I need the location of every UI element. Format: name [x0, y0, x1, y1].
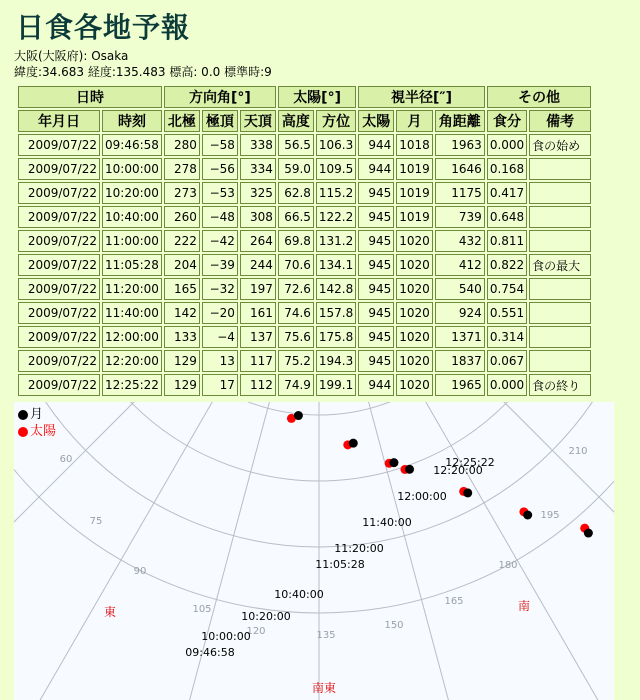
col-zenith-cell: 334: [240, 158, 276, 180]
col-azimuth-cell: 106.3: [316, 134, 356, 156]
col-time-cell: 11:00:00: [102, 230, 162, 252]
col-altitude-cell: 72.6: [278, 278, 314, 300]
col-pole-zenith-header: 極頂: [202, 110, 238, 132]
time-label: 12:25:22: [445, 456, 495, 469]
col-remarks-cell: 食の始め: [529, 134, 591, 156]
col-azimuth-cell: 142.8: [316, 278, 356, 300]
moon-marker: [523, 511, 532, 520]
col-moon-radius-cell: 1019: [396, 182, 433, 204]
col-pole-zenith-cell: 13: [202, 350, 238, 372]
eclipse-table: [16, 84, 593, 398]
col-altitude-cell: 59.0: [278, 158, 314, 180]
col-azimuth-cell: 199.1: [316, 374, 356, 396]
col-remarks-cell: [529, 230, 591, 252]
col-magnitude-cell: 0.551: [487, 302, 527, 324]
col-pole-zenith-cell: −56: [202, 158, 238, 180]
col-moon-radius-cell: 1020: [396, 254, 433, 276]
col-time-cell: 10:20:00: [102, 182, 162, 204]
table-row: [18, 302, 591, 324]
column-header-row: [18, 110, 591, 132]
col-remarks-cell: [529, 326, 591, 348]
col-sun-radius-cell: 945: [358, 326, 394, 348]
col-remarks-cell: [529, 278, 591, 300]
azimuth-label: 135: [316, 630, 336, 641]
time-label: 10:00:00: [201, 630, 251, 643]
col-moon-radius-cell: 1020: [396, 230, 433, 252]
col-time-cell: 09:46:58: [102, 134, 162, 156]
col-magnitude-cell: 0.000: [487, 374, 527, 396]
col-pole-zenith-cell: −32: [202, 278, 238, 300]
col-north-pole-cell: 142: [164, 302, 200, 324]
col-moon-radius-cell: 1020: [396, 302, 433, 324]
table-row: [18, 158, 591, 180]
sky-plot: [14, 402, 614, 700]
azimuth-label: 180: [498, 560, 518, 571]
altitude-circle: [14, 402, 614, 547]
col-north-pole-cell: 129: [164, 350, 200, 372]
time-label: 12:20:00: [433, 464, 483, 477]
col-angular-distance-cell: 739: [435, 206, 485, 228]
col-zenith-cell: 117: [240, 350, 276, 372]
col-altitude-cell: 62.8: [278, 182, 314, 204]
direction-label-southeast: 南東: [311, 681, 337, 695]
azimuth-label: 150: [384, 620, 404, 631]
group-header-datetime: 日時: [18, 86, 162, 108]
table-row: [18, 182, 591, 204]
azimuth-label: 165: [444, 596, 464, 607]
col-remarks-cell: 食の最大: [529, 254, 591, 276]
col-azimuth-cell: 194.3: [316, 350, 356, 372]
col-remarks-cell: [529, 182, 591, 204]
col-time-cell: 11:05:28: [102, 254, 162, 276]
col-angular-distance-cell: 1965: [435, 374, 485, 396]
col-magnitude-cell: 0.822: [487, 254, 527, 276]
col-zenith-cell: 112: [240, 374, 276, 396]
moon-marker: [405, 465, 414, 474]
col-magnitude-cell: 0.168: [487, 158, 527, 180]
col-time-cell: 12:20:00: [102, 350, 162, 372]
col-pole-zenith-cell: 17: [202, 374, 238, 396]
legend-sun: [18, 423, 56, 440]
col-angular-distance-header: 角距離: [435, 110, 485, 132]
col-altitude-cell: 56.5: [278, 134, 314, 156]
location-info: [14, 48, 272, 80]
col-azimuth-cell: 109.5: [316, 158, 356, 180]
col-azimuth-cell: 115.2: [316, 182, 356, 204]
col-remarks-cell: [529, 350, 591, 372]
group-header-other: その他: [487, 86, 591, 108]
table-row: [18, 278, 591, 300]
azimuth-label: 210: [568, 446, 588, 457]
col-north-pole-cell: 165: [164, 278, 200, 300]
col-angular-distance-cell: 924: [435, 302, 485, 324]
col-time-cell: 11:40:00: [102, 302, 162, 324]
legend-moon: [18, 406, 56, 423]
col-azimuth-header: 方位: [316, 110, 356, 132]
col-moon-radius-cell: 1020: [396, 350, 433, 372]
col-date-cell: 2009/07/22: [18, 134, 100, 156]
col-moon-radius-cell: 1018: [396, 134, 433, 156]
col-remarks-header: 備考: [529, 110, 591, 132]
azimuth-label: 75: [89, 516, 103, 527]
table-row: [18, 350, 591, 372]
col-magnitude-cell: 0.754: [487, 278, 527, 300]
col-time-cell: 10:40:00: [102, 206, 162, 228]
table-row: [18, 326, 591, 348]
col-angular-distance-cell: 1175: [435, 182, 485, 204]
col-azimuth-cell: 175.8: [316, 326, 356, 348]
col-magnitude-cell: 0.417: [487, 182, 527, 204]
col-pole-zenith-cell: −42: [202, 230, 238, 252]
group-header-direction: 方向角[°]: [164, 86, 276, 108]
moon-marker: [349, 439, 358, 448]
col-moon-radius-cell: 1020: [396, 326, 433, 348]
col-moon-radius-cell: 1020: [396, 278, 433, 300]
col-zenith-header: 天頂: [240, 110, 276, 132]
col-north-pole-cell: 133: [164, 326, 200, 348]
col-zenith-cell: 244: [240, 254, 276, 276]
azimuth-line: [14, 402, 312, 700]
group-header-row: [18, 86, 591, 108]
azimuth-label: 90: [133, 566, 147, 577]
time-label: 10:20:00: [241, 610, 291, 623]
col-date-cell: 2009/07/22: [18, 230, 100, 252]
col-magnitude-cell: 0.648: [487, 206, 527, 228]
col-north-pole-cell: 204: [164, 254, 200, 276]
table-row: [18, 134, 591, 156]
col-sun-radius-cell: 945: [358, 206, 394, 228]
col-remarks-cell: 食の終り: [529, 374, 591, 396]
col-remarks-cell: [529, 206, 591, 228]
col-magnitude-header: 食分: [487, 110, 527, 132]
direction-label-south: 南: [517, 599, 531, 613]
azimuth-label: 105: [192, 604, 212, 615]
col-north-pole-header: 北極: [164, 110, 200, 132]
col-remarks-cell: [529, 302, 591, 324]
moon-marker: [584, 529, 593, 538]
col-sun-radius-cell: 945: [358, 182, 394, 204]
table-row: [18, 230, 591, 252]
col-azimuth-cell: 131.2: [316, 230, 356, 252]
col-time-cell: 12:00:00: [102, 326, 162, 348]
col-angular-distance-cell: 432: [435, 230, 485, 252]
col-moon-radius-header: 月: [396, 110, 433, 132]
col-zenith-cell: 161: [240, 302, 276, 324]
col-moon-radius-cell: 1019: [396, 158, 433, 180]
col-azimuth-cell: 122.2: [316, 206, 356, 228]
col-date-cell: 2009/07/22: [18, 158, 100, 180]
location-coordinates: 緯度:34.683 経度:135.483 標高: 0.0 標準時:9: [14, 65, 272, 79]
azimuth-label: 195: [540, 510, 560, 521]
azimuth-label: 60: [59, 454, 73, 465]
col-azimuth-cell: 134.1: [316, 254, 356, 276]
time-label: 10:40:00: [274, 588, 324, 601]
moon-marker: [463, 488, 472, 497]
col-date-cell: 2009/07/22: [18, 278, 100, 300]
col-time-cell: 10:00:00: [102, 158, 162, 180]
col-pole-zenith-cell: −20: [202, 302, 238, 324]
col-altitude-header: 高度: [278, 110, 314, 132]
col-altitude-cell: 69.8: [278, 230, 314, 252]
col-altitude-cell: 66.5: [278, 206, 314, 228]
col-angular-distance-cell: 1646: [435, 158, 485, 180]
col-north-pole-cell: 273: [164, 182, 200, 204]
page-title: 日食各地予報: [16, 11, 191, 44]
col-altitude-cell: 75.2: [278, 350, 314, 372]
group-header-semidiameter: 視半径[″]: [358, 86, 485, 108]
col-angular-distance-cell: 1837: [435, 350, 485, 372]
col-sun-radius-cell: 945: [358, 278, 394, 300]
col-north-pole-cell: 260: [164, 206, 200, 228]
col-pole-zenith-cell: −39: [202, 254, 238, 276]
plot-legend: [18, 406, 56, 440]
col-angular-distance-cell: 540: [435, 278, 485, 300]
col-north-pole-cell: 222: [164, 230, 200, 252]
col-north-pole-cell: 129: [164, 374, 200, 396]
table-row: [18, 374, 591, 396]
col-angular-distance-cell: 412: [435, 254, 485, 276]
col-zenith-cell: 338: [240, 134, 276, 156]
col-remarks-cell: [529, 158, 591, 180]
col-zenith-cell: 264: [240, 230, 276, 252]
col-date-cell: 2009/07/22: [18, 350, 100, 372]
col-pole-zenith-cell: −53: [202, 182, 238, 204]
col-sun-radius-cell: 945: [358, 350, 394, 372]
moon-legend-marker: [18, 410, 28, 420]
legend-moon-label: 月: [30, 407, 44, 422]
azimuth-label: 120: [246, 626, 266, 637]
col-moon-radius-cell: 1019: [396, 206, 433, 228]
col-altitude-cell: 75.6: [278, 326, 314, 348]
col-sun-radius-cell: 945: [358, 230, 394, 252]
col-date-header: 年月日: [18, 110, 100, 132]
col-time-cell: 12:25:22: [102, 374, 162, 396]
col-zenith-cell: 325: [240, 182, 276, 204]
col-pole-zenith-cell: −48: [202, 206, 238, 228]
col-altitude-cell: 74.9: [278, 374, 314, 396]
col-date-cell: 2009/07/22: [18, 326, 100, 348]
col-sun-radius-cell: 944: [358, 374, 394, 396]
col-angular-distance-cell: 1963: [435, 134, 485, 156]
col-north-pole-cell: 278: [164, 158, 200, 180]
location-name: 大阪(大阪府): Osaka: [14, 49, 129, 63]
col-magnitude-cell: 0.067: [487, 350, 527, 372]
moon-marker: [389, 458, 398, 467]
table-row: [18, 254, 591, 276]
col-sun-radius-cell: 944: [358, 134, 394, 156]
col-sun-radius-cell: 945: [358, 302, 394, 324]
col-sun-radius-cell: 945: [358, 254, 394, 276]
col-moon-radius-cell: 1020: [396, 374, 433, 396]
time-label: 11:40:00: [362, 516, 412, 529]
time-label: 12:00:00: [397, 490, 447, 503]
col-altitude-cell: 70.6: [278, 254, 314, 276]
col-azimuth-cell: 157.8: [316, 302, 356, 324]
col-zenith-cell: 197: [240, 278, 276, 300]
legend-sun-label: 太陽: [30, 424, 57, 439]
col-pole-zenith-cell: −58: [202, 134, 238, 156]
table-row: [18, 206, 591, 228]
col-magnitude-cell: 0.314: [487, 326, 527, 348]
sky-plot-svg: [14, 402, 614, 700]
col-angular-distance-cell: 1371: [435, 326, 485, 348]
col-zenith-cell: 308: [240, 206, 276, 228]
time-label: 09:46:58: [185, 646, 235, 659]
col-zenith-cell: 137: [240, 326, 276, 348]
col-north-pole-cell: 280: [164, 134, 200, 156]
col-magnitude-cell: 0.811: [487, 230, 527, 252]
col-sun-radius-cell: 944: [358, 158, 394, 180]
time-label: 11:20:00: [334, 542, 384, 555]
col-magnitude-cell: 0.000: [487, 134, 527, 156]
col-date-cell: 2009/07/22: [18, 206, 100, 228]
col-time-header: 時刻: [102, 110, 162, 132]
col-pole-zenith-cell: −4: [202, 326, 238, 348]
col-date-cell: 2009/07/22: [18, 254, 100, 276]
group-header-sun: 太陽[°]: [278, 86, 356, 108]
col-time-cell: 11:20:00: [102, 278, 162, 300]
col-date-cell: 2009/07/22: [18, 182, 100, 204]
direction-label-east: 東: [103, 605, 117, 619]
col-date-cell: 2009/07/22: [18, 302, 100, 324]
col-altitude-cell: 74.6: [278, 302, 314, 324]
col-sun-radius-header: 太陽: [358, 110, 394, 132]
sun-legend-marker: [18, 427, 28, 437]
col-date-cell: 2009/07/22: [18, 374, 100, 396]
table-body: [18, 134, 591, 396]
moon-marker: [294, 411, 303, 420]
time-label: 11:05:28: [315, 558, 365, 571]
